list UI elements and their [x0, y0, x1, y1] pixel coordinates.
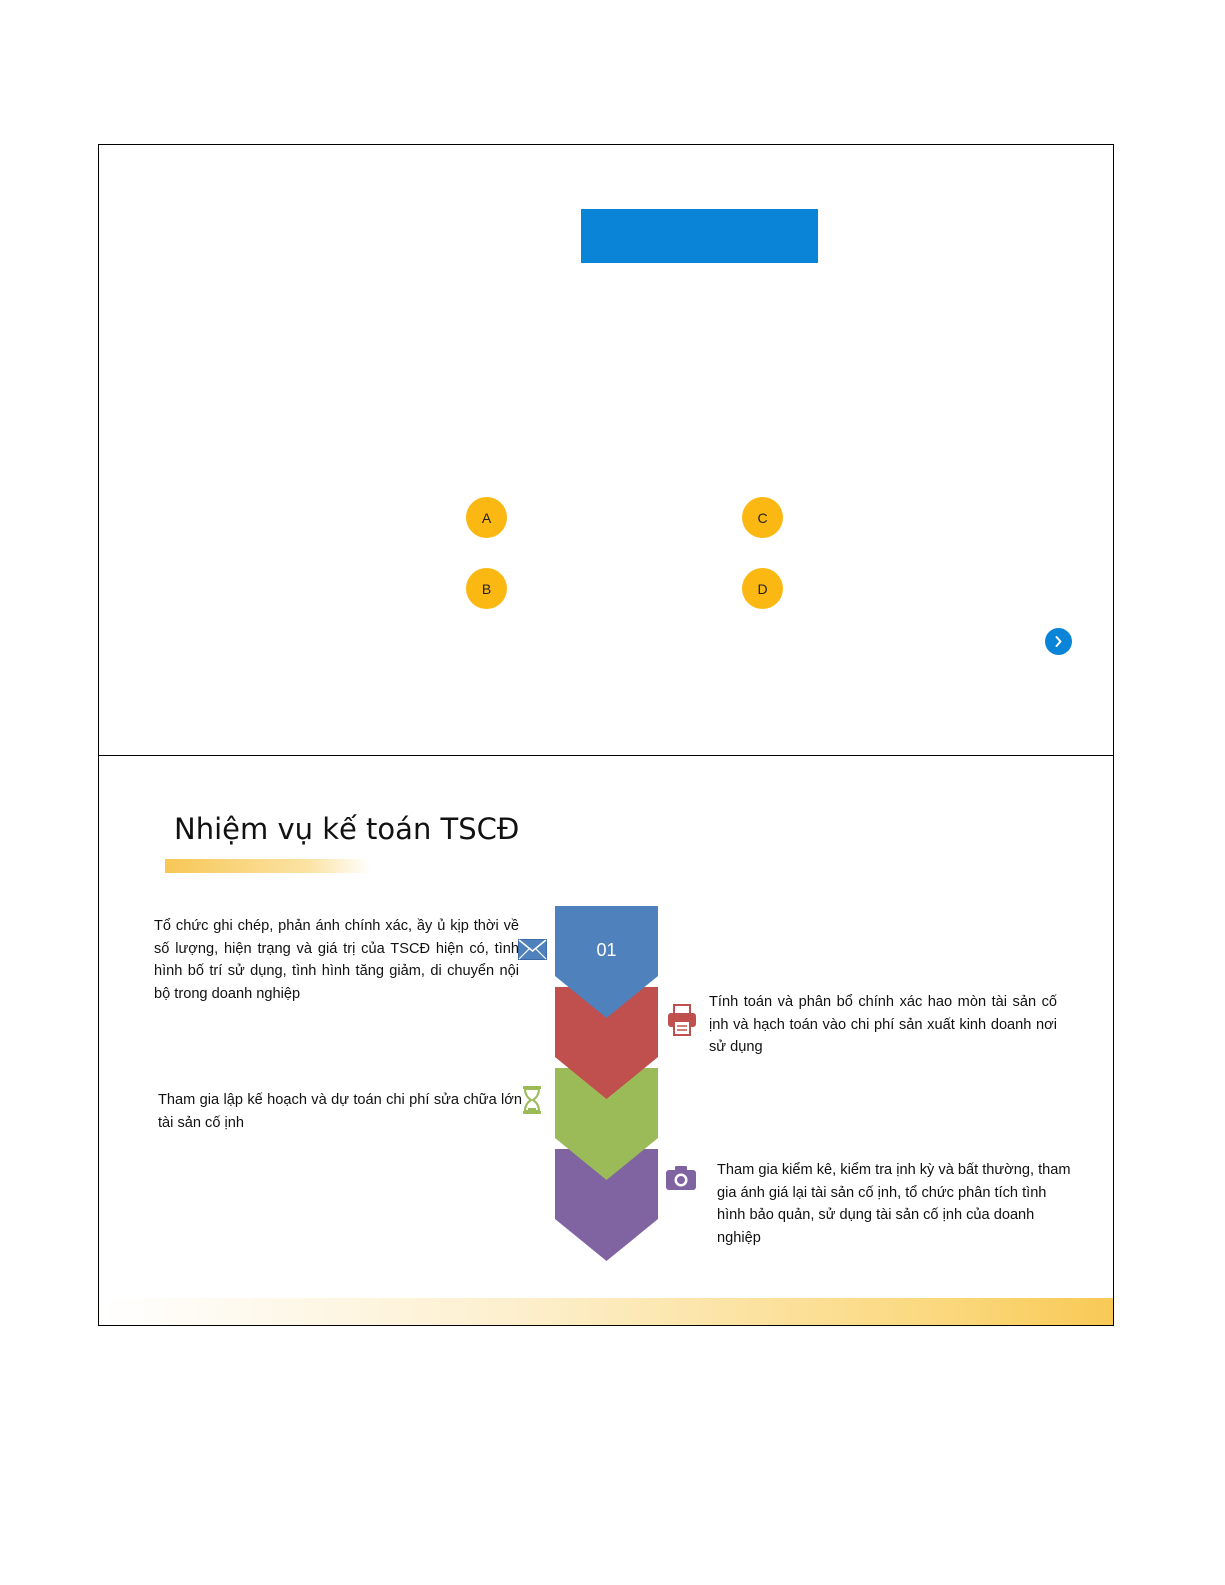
title-accent-bar	[165, 859, 371, 873]
step-1-label: 01	[596, 940, 617, 960]
tasks-slide	[98, 755, 1114, 1326]
printer-icon	[667, 1004, 697, 1036]
option-a-button[interactable]: A	[466, 497, 507, 538]
camera-icon	[666, 1166, 696, 1190]
question-title-bar	[581, 209, 818, 263]
task-1-text: Tổ chức ghi chép, phản ánh chính xác, ầy ủ kịp thời về số lượng, hiện trạng và giá trị của TSCĐ hiện có, tình hình bố trí sử dụng, tình hình tăng giảm, di chuyển nội bộ trong doanh nghiệp	[154, 918, 519, 1002]
hourglass-icon	[523, 1086, 541, 1114]
task-3-text: Tham gia lập kế hoạch và dự toán chi phí sửa chữa lớn tài sản cố ịnh	[158, 1092, 522, 1131]
bottom-gradient-band	[99, 1298, 1113, 1325]
envelope-icon	[518, 939, 547, 960]
quiz-slide	[98, 144, 1114, 756]
option-b-button[interactable]: B	[466, 568, 507, 609]
option-c-button[interactable]: C	[742, 497, 783, 538]
option-d-button[interactable]: D	[742, 568, 783, 609]
slide-title: Nhiệm vụ kế toán TSCĐ	[174, 812, 520, 846]
task-2-text: Tính toán và phân bổ chính xác hao mòn tài sản cố ịnh và hạch toán vào chi phí sản xuất kinh doanh nơi sử dụng	[709, 994, 1057, 1055]
chevron-right-icon	[1045, 628, 1072, 655]
task-4-text: Tham gia kiểm kê, kiểm tra ịnh kỳ và bất thường, tham gia ánh giá lại tài sản cố ịnh, tổ chức phân tích tình hình bảo quản, sử dụng tài sản cố ịnh của doanh nghiệp	[717, 1162, 1071, 1246]
next-button[interactable]	[1045, 628, 1072, 655]
